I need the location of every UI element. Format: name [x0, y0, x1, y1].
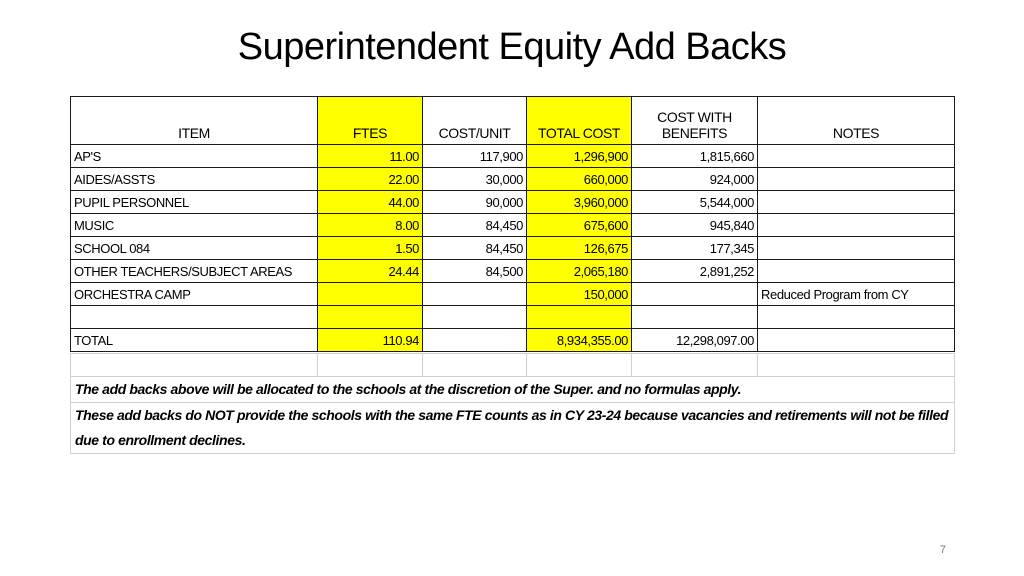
cell-item: SCHOOL 084: [71, 237, 318, 260]
cell-item: OTHER TEACHERS/SUBJECT AREAS: [71, 260, 318, 283]
header-ftes: FTES: [318, 97, 423, 145]
header-item: ITEM: [71, 97, 318, 145]
table-row: [71, 237, 955, 260]
cell-total-cost: 675,600: [527, 214, 632, 237]
cell-item: PUPIL PERSONNEL: [71, 191, 318, 214]
cell-cost-unit: 84,500: [423, 260, 527, 283]
notes-section: [70, 353, 955, 454]
table-row: [71, 168, 955, 191]
cell-total-cost: 660,000: [527, 168, 632, 191]
cell-cost-unit: [423, 283, 527, 306]
cell-ftes: 22.00: [318, 168, 423, 191]
header-cwb-line2: BENEFITS: [661, 125, 728, 141]
cell-ftes: 8.00: [318, 214, 423, 237]
header-cwb-line1: COST WITH: [657, 109, 732, 125]
cell-cost-unit: 117,900: [423, 145, 527, 168]
cell-ftes: 44.00: [318, 191, 423, 214]
cell-notes: [758, 237, 955, 260]
slide-title: Superintendent Equity Add Backs: [237, 26, 787, 68]
header-notes: NOTES: [758, 97, 955, 145]
cell-notes: [758, 145, 955, 168]
cell-cost-with-benefits: 1,815,660: [632, 145, 758, 168]
cell-total-cost: 2,065,180: [527, 260, 632, 283]
cell-ftes: [318, 283, 423, 306]
cell-total-cost: 150,000: [527, 283, 632, 306]
cell-ftes: 1.50: [318, 237, 423, 260]
cell-item: AIDES/ASSTS: [71, 168, 318, 191]
cell-cost-unit: 30,000: [423, 168, 527, 191]
total-row: [71, 329, 955, 352]
cell-cost-with-benefits: 945,840: [632, 214, 758, 237]
cell-cost-with-benefits: [632, 283, 758, 306]
table-row: [71, 191, 955, 214]
cell-cost-unit: 90,000: [423, 191, 527, 214]
cell-notes: [758, 191, 955, 214]
total-ftes: 110.94: [318, 329, 423, 352]
cell-notes: [758, 260, 955, 283]
cell-item: AP'S: [71, 145, 318, 168]
cell-total-cost: 3,960,000: [527, 191, 632, 214]
header-row: [71, 97, 955, 145]
cell-cost-with-benefits: 5,544,000: [632, 191, 758, 214]
cell-notes: Reduced Program from CY: [758, 283, 955, 306]
cell-notes: [758, 168, 955, 191]
note-fte-counts: These add backs do NOT provide the schools with the same FTE counts as in CY 23-24 because vacancies and retirements will not be filled due to enrollment declines.: [71, 403, 955, 454]
table-row: [71, 214, 955, 237]
cell-total-cost: 126,675: [527, 237, 632, 260]
note-allocation: The add backs above will be allocated to the schools at the discretion of the Super. and no formulas apply.: [71, 377, 955, 403]
header-cost-with-benefits: [632, 97, 758, 145]
total-cost-with-benefits: 12,298,097.00: [632, 329, 758, 352]
header-total-cost: TOTAL COST: [527, 97, 632, 145]
table-row: [71, 145, 955, 168]
cell-total-cost: 1,296,900: [527, 145, 632, 168]
cell-item: MUSIC: [71, 214, 318, 237]
cell-cost-unit: 84,450: [423, 214, 527, 237]
cell-item: ORCHESTRA CAMP: [71, 283, 318, 306]
cell-cost-with-benefits: 924,000: [632, 168, 758, 191]
cell-cost-with-benefits: 177,345: [632, 237, 758, 260]
cell-ftes: 11.00: [318, 145, 423, 168]
cell-cost-with-benefits: 2,891,252: [632, 260, 758, 283]
total-cost: 8,934,355.00: [527, 329, 632, 352]
equity-table: [70, 96, 955, 352]
cell-cost-unit: 84,450: [423, 237, 527, 260]
cell-notes: [758, 214, 955, 237]
table-row: [71, 283, 955, 306]
page-number: 7: [939, 544, 946, 556]
total-label: TOTAL: [71, 329, 318, 352]
blank-row: [71, 306, 955, 329]
cell-ftes: 24.44: [318, 260, 423, 283]
header-cost-unit: COST/UNIT: [423, 97, 527, 145]
table-row: [71, 260, 955, 283]
